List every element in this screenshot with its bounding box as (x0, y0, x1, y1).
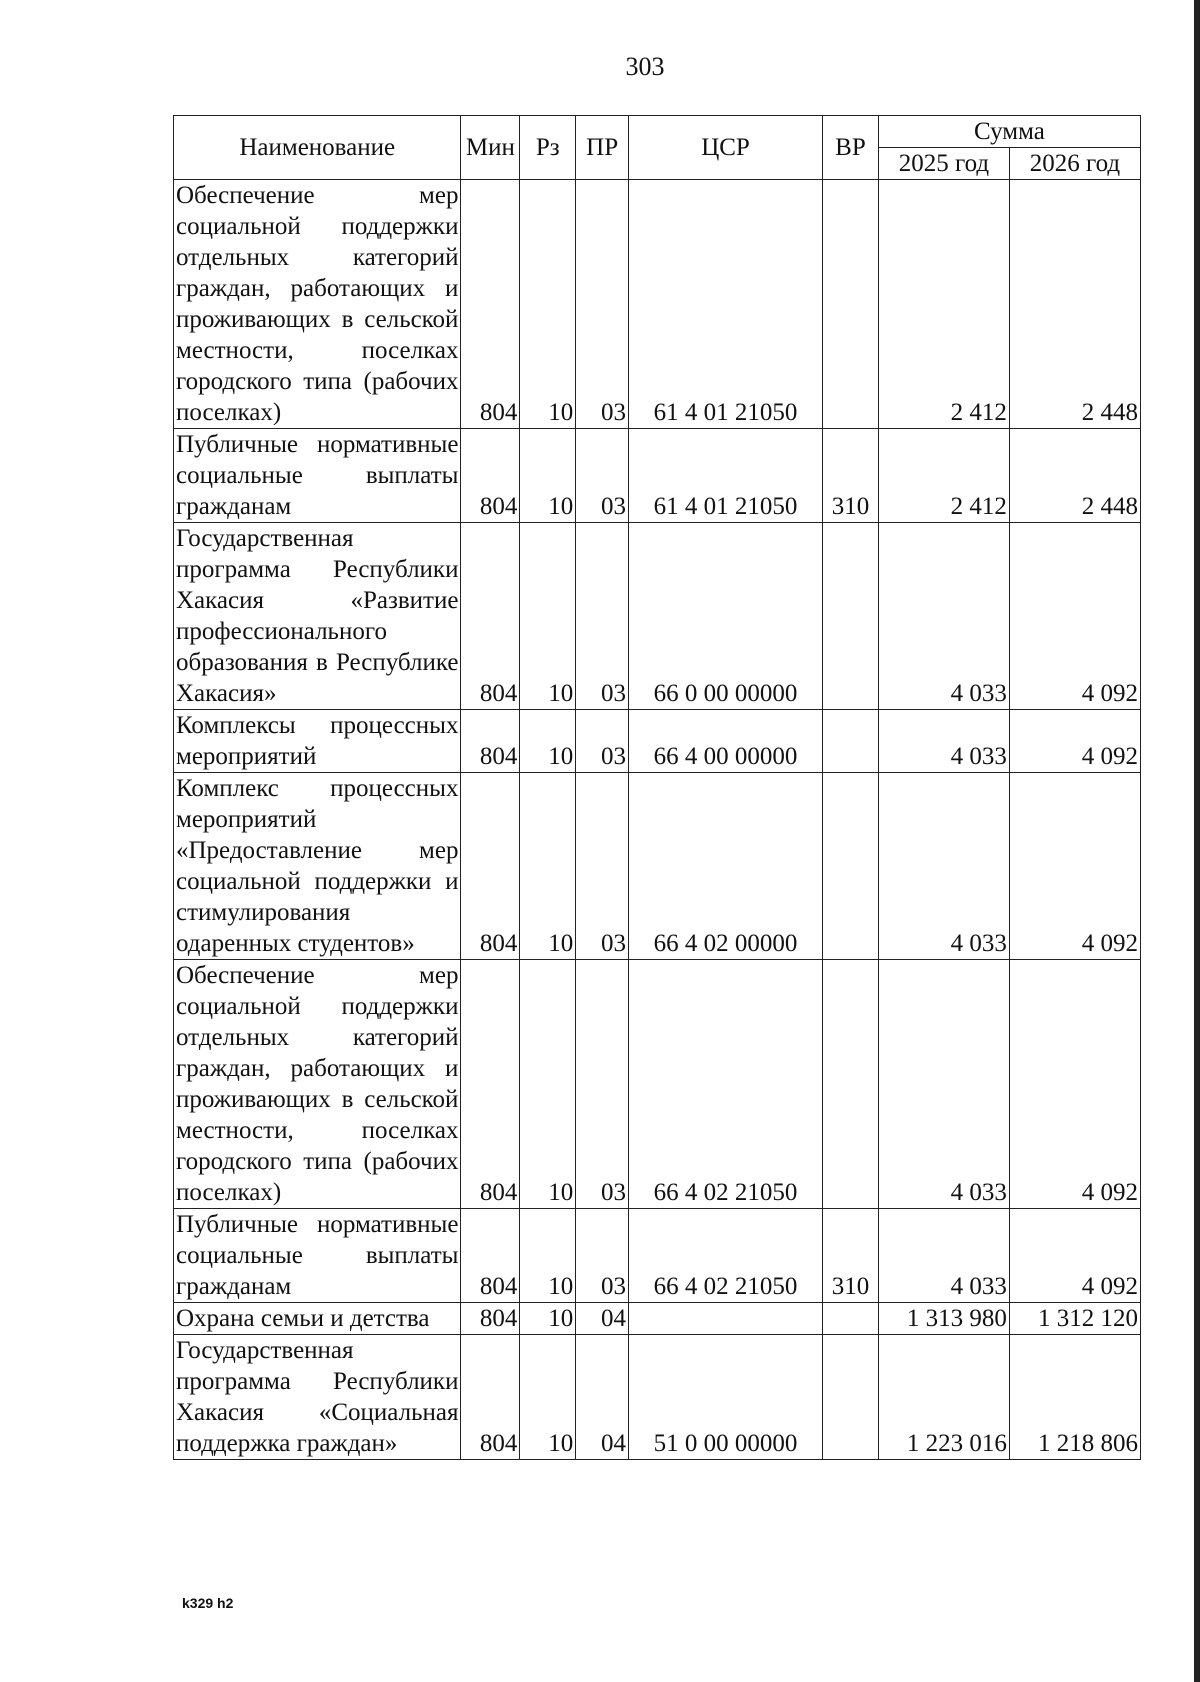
table-row (174, 1303, 1141, 1335)
row-name: Публичные нормативные социальные выплаты гражданам (174, 1209, 461, 1303)
row-csr (629, 1303, 823, 1335)
row-pr: 04 (576, 1335, 629, 1460)
row-sum-2025: 1 313 980 (878, 1303, 1009, 1335)
page-number: 303 (625, 52, 665, 81)
row-sum-2026: 2 448 (1009, 429, 1140, 523)
table-row (174, 429, 1141, 523)
row-vr (823, 960, 879, 1209)
row-csr: 66 4 00 00000 (629, 710, 823, 773)
row-name: Комплекс процессных мероприятий «Предоставление мер социальной поддержки и стимулирования одаренных студентов» (174, 773, 461, 960)
row-sum-2026: 2 448 (1009, 180, 1140, 429)
row-sum-2025: 4 033 (878, 1209, 1009, 1303)
row-csr: 66 4 02 21050 (629, 960, 823, 1209)
row-rz: 10 (520, 523, 576, 710)
row-csr: 66 0 00 00000 (629, 523, 823, 710)
budget-table (173, 115, 1141, 1460)
row-rz: 10 (520, 429, 576, 523)
table-row (174, 180, 1141, 429)
row-sum-2025: 4 033 (878, 710, 1009, 773)
table-row (174, 773, 1141, 960)
row-vr (823, 523, 879, 710)
row-pr: 04 (576, 1303, 629, 1335)
row-csr: 61 4 01 21050 (629, 180, 823, 429)
row-min: 804 (461, 773, 520, 960)
row-sum-2025: 2 412 (878, 429, 1009, 523)
header-sum: Сумма (878, 116, 1140, 148)
row-rz: 10 (520, 1335, 576, 1460)
row-min: 804 (461, 1303, 520, 1335)
row-min: 804 (461, 1209, 520, 1303)
header-rz: Рз (520, 116, 576, 180)
row-sum-2025: 1 223 016 (878, 1335, 1009, 1460)
header-min: Мин (461, 116, 520, 180)
row-pr: 03 (576, 710, 629, 773)
row-rz: 10 (520, 710, 576, 773)
header-vr: ВР (823, 116, 879, 180)
row-pr: 03 (576, 523, 629, 710)
row-min: 804 (461, 523, 520, 710)
header-year-2026: 2026 год (1009, 148, 1140, 180)
row-csr: 61 4 01 21050 (629, 429, 823, 523)
row-name: Обеспечение мер социальной поддержки отдельных категорий граждан, работающих и проживающих в сельской местности, поселках городского типа (рабочих поселках) (174, 180, 461, 429)
row-vr (823, 710, 879, 773)
table-row (174, 1209, 1141, 1303)
row-sum-2026: 4 092 (1009, 710, 1140, 773)
row-rz: 10 (520, 960, 576, 1209)
row-name: Комплексы процессных мероприятий (174, 710, 461, 773)
footer-code: k329 h2 (182, 1595, 234, 1611)
row-vr: 310 (823, 1209, 879, 1303)
row-sum-2025: 4 033 (878, 523, 1009, 710)
row-sum-2025: 4 033 (878, 960, 1009, 1209)
table-row (174, 1335, 1141, 1460)
row-vr (823, 1303, 879, 1335)
row-vr (823, 773, 879, 960)
row-min: 804 (461, 960, 520, 1209)
row-vr (823, 180, 879, 429)
row-min: 804 (461, 429, 520, 523)
row-min: 804 (461, 710, 520, 773)
row-pr: 03 (576, 429, 629, 523)
row-vr (823, 1335, 879, 1460)
row-pr: 03 (576, 1209, 629, 1303)
row-rz: 10 (520, 1209, 576, 1303)
row-pr: 03 (576, 960, 629, 1209)
table-row (174, 710, 1141, 773)
row-min: 804 (461, 1335, 520, 1460)
row-rz: 10 (520, 180, 576, 429)
row-name: Государственная программа Республики Хакасия «Развитие профессионального образования в Республике Хакасия» (174, 523, 461, 710)
header-year-2025: 2025 год (878, 148, 1009, 180)
row-min: 804 (461, 180, 520, 429)
row-sum-2025: 4 033 (878, 773, 1009, 960)
row-sum-2026: 1 218 806 (1009, 1335, 1140, 1460)
header-pr: ПР (576, 116, 629, 180)
header-name: Наименование (174, 116, 461, 180)
row-vr: 310 (823, 429, 879, 523)
row-sum-2026: 4 092 (1009, 1209, 1140, 1303)
row-sum-2026: 1 312 120 (1009, 1303, 1140, 1335)
row-sum-2025: 2 412 (878, 180, 1009, 429)
row-csr: 66 4 02 21050 (629, 1209, 823, 1303)
scan-edge (1194, 0, 1200, 1682)
row-sum-2026: 4 092 (1009, 773, 1140, 960)
row-name: Публичные нормативные социальные выплаты гражданам (174, 429, 461, 523)
table-row (174, 960, 1141, 1209)
row-name: Обеспечение мер социальной поддержки отдельных категорий граждан, работающих и проживающих в сельской местности, поселках городского типа (рабочих поселках) (174, 960, 461, 1209)
row-sum-2026: 4 092 (1009, 523, 1140, 710)
row-sum-2026: 4 092 (1009, 960, 1140, 1209)
row-pr: 03 (576, 773, 629, 960)
row-csr: 66 4 02 00000 (629, 773, 823, 960)
row-name: Охрана семьи и детства (174, 1303, 461, 1335)
header-csr: ЦСР (629, 116, 823, 180)
row-rz: 10 (520, 773, 576, 960)
table-row (174, 523, 1141, 710)
row-rz: 10 (520, 1303, 576, 1335)
row-csr: 51 0 00 00000 (629, 1335, 823, 1460)
row-name: Государственная программа Республики Хакасия «Социальная поддержка граждан» (174, 1335, 461, 1460)
header-row (174, 116, 1141, 148)
row-pr: 03 (576, 180, 629, 429)
